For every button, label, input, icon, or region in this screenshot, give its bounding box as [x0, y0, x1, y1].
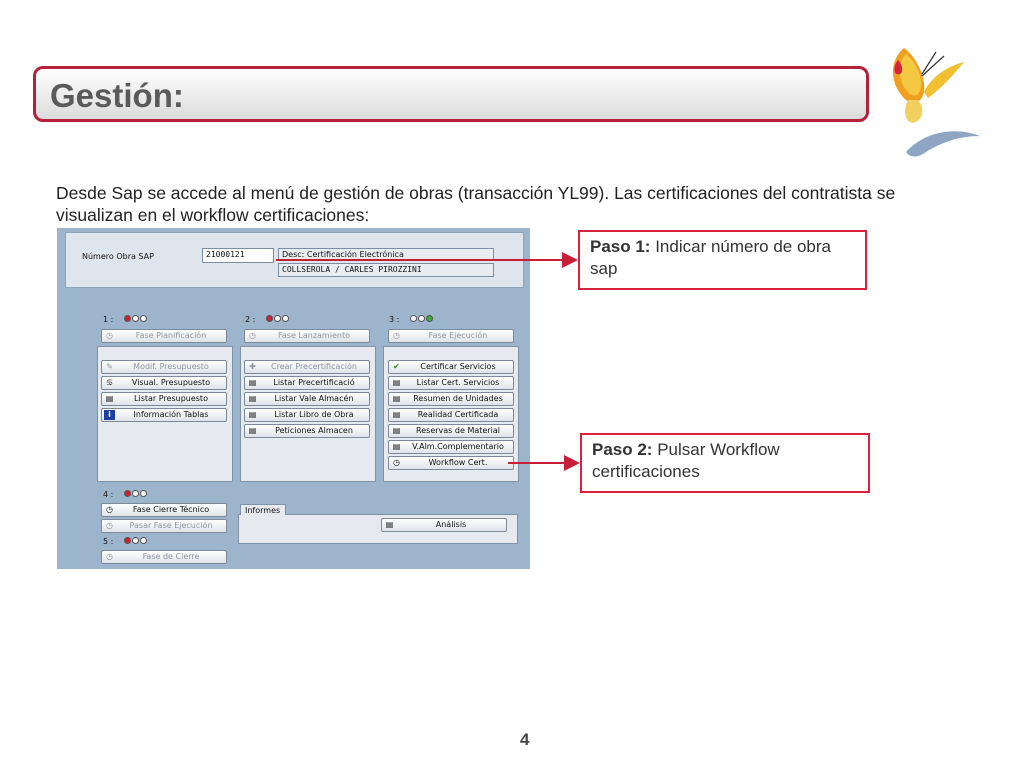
- clock-icon: ◷: [393, 331, 400, 340]
- obra-label: Número Obra SAP: [82, 252, 154, 261]
- callout-step1: [578, 230, 867, 290]
- phase5-number: 5 :: [103, 537, 114, 546]
- green-lamp-off-icon: [140, 490, 147, 497]
- info-icon: i: [104, 410, 115, 420]
- intro-text: Desde Sap se accede al menú de gestión de obras (transacción YL99). Las certificaciones del contratista se visualizan en el workflow certificaciones:: [56, 183, 896, 225]
- clock-icon: ◷: [249, 331, 256, 340]
- fase-planificacion-button[interactable]: ◷ Fase Planificación: [101, 329, 227, 343]
- certificar-servicios-button[interactable]: ✔ Certificar Servicios: [388, 360, 514, 374]
- checkmark-icon: ✔: [393, 362, 400, 371]
- reservas-material-button[interactable]: ▤ Reservas de Material: [388, 424, 514, 438]
- obra-number-field[interactable]: 21000121: [202, 248, 274, 263]
- green-lamp-off-icon: [140, 537, 147, 544]
- document-icon: ▤: [392, 394, 401, 403]
- yellow-lamp-off-icon: [132, 537, 139, 544]
- realidad-certificada-button[interactable]: ▤ Realidad Certificada: [388, 408, 514, 422]
- red-lamp-icon: [124, 315, 131, 322]
- listar-cert-servicios-button[interactable]: ▤ Listar Cert. Servicios: [388, 376, 514, 390]
- red-lamp-off-icon: [410, 315, 417, 322]
- document-icon: ▤: [248, 410, 257, 419]
- green-lamp-off-icon: [140, 315, 147, 322]
- workflow-cert-button[interactable]: ◷ Workflow Cert.: [388, 456, 514, 470]
- informacion-tablas-button[interactable]: i Información Tablas: [101, 408, 227, 422]
- modif-presupuesto-button[interactable]: ✎ Modif. Presupuesto: [101, 360, 227, 374]
- yellow-lamp-off-icon: [274, 315, 281, 322]
- callout-step2: [580, 433, 870, 493]
- red-lamp-icon: [124, 537, 131, 544]
- document-icon: ▤: [248, 378, 257, 387]
- valm-complementario-button[interactable]: ▤ V.Alm.Complementario: [388, 440, 514, 454]
- title-bar: [33, 66, 869, 122]
- informes-tab[interactable]: Informes: [240, 504, 286, 515]
- red-lamp-icon: [124, 490, 131, 497]
- desc-field: Desc: Certificación Electrónica: [278, 248, 494, 260]
- callout-step2-text: Pulsar Workflow certificaciones: [592, 440, 780, 481]
- green-lamp-off-icon: [282, 315, 289, 322]
- workflow-icon: ◷: [393, 458, 400, 467]
- listar-presupuesto-button[interactable]: ▤ Listar Presupuesto: [101, 392, 227, 406]
- visual-presupuesto-button[interactable]: ♋ Visual. Presupuesto: [101, 376, 227, 390]
- document-icon: ▤: [392, 378, 401, 387]
- phase5-traffic-light: [124, 537, 148, 546]
- sap-screen: [57, 228, 530, 569]
- sap-header-panel: [65, 232, 524, 288]
- callout-step1-bold: Paso 1:: [590, 237, 651, 256]
- resumen-unidades-button[interactable]: ▤ Resumen de Unidades: [388, 392, 514, 406]
- phase4-traffic-light: [124, 490, 148, 499]
- document-icon: ▤: [248, 426, 257, 435]
- pencil-icon: ✎: [106, 362, 113, 371]
- phase1-traffic-light: [124, 315, 148, 324]
- glasses-icon: ♋: [105, 378, 114, 387]
- listar-precertificacion-button[interactable]: ▤ Listar Precertificació: [244, 376, 370, 390]
- phase2-traffic-light: [266, 315, 290, 324]
- phase4-number: 4 :: [103, 490, 114, 499]
- fase-de-cierre-button[interactable]: ◷ Fase de Cierre: [101, 550, 227, 564]
- crear-precertificacion-button[interactable]: ✚ Crear Precertificación: [244, 360, 370, 374]
- callout-step1-text: Indicar número de obra sap: [590, 237, 831, 278]
- analisis-button[interactable]: ▤ Análisis: [381, 518, 507, 532]
- clock-icon: ◷: [106, 521, 113, 530]
- green-lamp-icon: [426, 315, 433, 322]
- document-icon: ▤: [392, 426, 401, 435]
- clock-icon: ◷: [106, 505, 113, 514]
- phase2-number: 2 :: [245, 315, 256, 324]
- fase-lanzamiento-button[interactable]: ◷ Fase Lanzamiento: [244, 329, 370, 343]
- yellow-lamp-off-icon: [418, 315, 425, 322]
- fase-cierre-tecnico-button[interactable]: ◷ Fase Cierre Técnico: [101, 503, 227, 517]
- document-icon: ▤: [392, 442, 401, 451]
- document-icon: ▤: [105, 394, 114, 403]
- clock-icon: ◷: [106, 552, 113, 561]
- pasar-fase-ejecucion-button[interactable]: ◷ Pasar Fase Ejecución: [101, 519, 227, 533]
- listar-libro-obra-button[interactable]: ▤ Listar Libro de Obra: [244, 408, 370, 422]
- document-icon: ▤: [248, 394, 257, 403]
- phase1-number: 1 :: [103, 315, 114, 324]
- page-number: 4: [520, 730, 530, 749]
- document-icon: ▤: [392, 410, 401, 419]
- phase3-number: 3 :: [389, 315, 400, 324]
- fase-ejecucion-button[interactable]: ◷ Fase Ejecución: [388, 329, 514, 343]
- phase3-traffic-light: [410, 315, 434, 324]
- peticiones-almacen-button[interactable]: ▤ Peticiones Almacen: [244, 424, 370, 438]
- callout-step2-bold: Paso 2:: [592, 440, 653, 459]
- document-icon: ▤: [385, 520, 394, 529]
- butterfly-logo: [884, 40, 984, 160]
- clock-icon: ◷: [106, 331, 113, 340]
- create-icon: ✚: [249, 362, 256, 371]
- listar-vale-almacen-button[interactable]: ▤ Listar Vale Almacén: [244, 392, 370, 406]
- desc2-field: COLLSEROLA / CARLES PIROZZINI: [278, 263, 494, 277]
- slide-title: Gestión:: [50, 77, 184, 114]
- yellow-lamp-off-icon: [132, 315, 139, 322]
- red-lamp-icon: [266, 315, 273, 322]
- yellow-lamp-off-icon: [132, 490, 139, 497]
